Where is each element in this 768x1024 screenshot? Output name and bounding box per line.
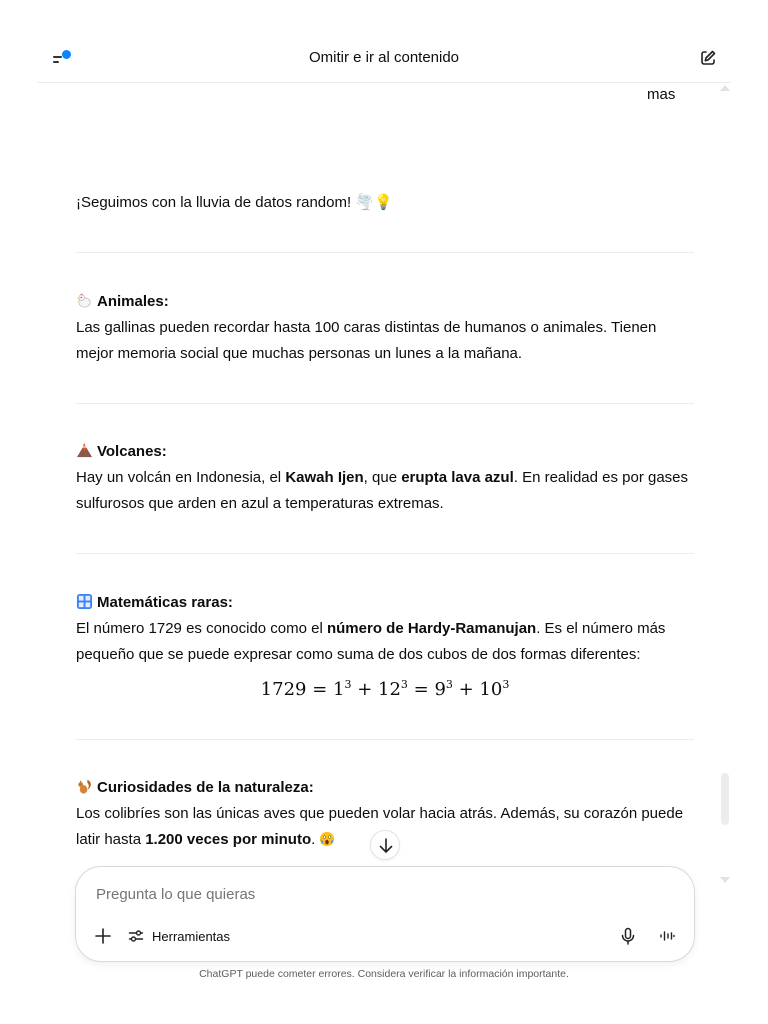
- section-volcanes: [76, 439, 696, 517]
- section-heading: Animales:: [76, 289, 696, 315]
- divider: [76, 739, 694, 740]
- microphone-icon: [617, 925, 639, 947]
- divider: [76, 403, 694, 404]
- divider: [76, 553, 694, 554]
- tools-label: Herramientas: [152, 928, 231, 944]
- scroll-down-arrow[interactable]: [720, 877, 730, 883]
- intro-text: [76, 190, 696, 216]
- section-body: Los colibríes son las únicas aves que pueden volar hacia atrás. Además, su corazón puede latir hasta 1.200 veces por minuto.: [76, 805, 684, 848]
- math-formula: $1729 = 1^3 + 12^3 = 9^3 + 10^3$: [260, 678, 510, 700]
- tools-button[interactable]: [128, 925, 230, 947]
- waveform-icon: [656, 925, 678, 947]
- previous-message-text: mas: [647, 86, 676, 103]
- intro-label: ¡Seguimos con la lluvia de datos random! 🌪️💡: [76, 194, 393, 211]
- scroll-to-bottom-button[interactable]: [370, 830, 400, 860]
- arrow-down-icon: [371, 831, 401, 861]
- section-heading: Volcanes:: [76, 439, 696, 465]
- new-chat-button[interactable]: [697, 47, 719, 69]
- section-body: El número 1729 es conocido como el número de Hardy-Ramanujan. Es el número más pequeño que se puede expresar como suma de dos cubos de dos formas diferentes:: [76, 620, 666, 663]
- numbers-icon: [76, 593, 93, 610]
- skip-to-content-link[interactable]: Omitir e ir al contenido: [308, 49, 460, 66]
- scroll-up-arrow[interactable]: [720, 85, 730, 91]
- add-attachment-button[interactable]: [92, 925, 114, 947]
- edit-icon: [697, 47, 719, 69]
- section-heading: Matemáticas raras:: [76, 590, 696, 616]
- prompt-input[interactable]: [96, 883, 656, 905]
- section-body: Hay un volcán en Indonesia, el Kawah Ijen, que erupta lava azul. En realidad es por gases sulfurosos que arden en azul a temperaturas extremas.: [76, 469, 689, 512]
- disclaimer-text: ChatGPT puede cometer errores. Considera verificar la información importante.: [199, 968, 569, 980]
- voice-mode-button[interactable]: [656, 925, 678, 947]
- scrollbar-thumb[interactable]: [721, 773, 729, 825]
- section-body: Las gallinas pueden recordar hasta 100 caras distintas de humanos o animales. Tienen mejor memoria social que muchas personas un lunes a la mañana.: [76, 319, 657, 362]
- dictate-button[interactable]: [617, 925, 639, 947]
- section-heading: Curiosidades de la naturaleza:: [76, 775, 696, 801]
- section-matematicas: [76, 590, 696, 668]
- screaming-face-icon: [319, 831, 335, 847]
- volcano-icon: [76, 442, 93, 459]
- composer: [75, 866, 695, 962]
- top-bar: [37, 33, 731, 83]
- divider: [76, 252, 694, 253]
- squirrel-icon: [76, 778, 93, 795]
- sliders-icon: [128, 928, 144, 944]
- plus-icon: [92, 925, 114, 947]
- section-animales: [76, 289, 696, 367]
- chicken-icon: [76, 292, 93, 309]
